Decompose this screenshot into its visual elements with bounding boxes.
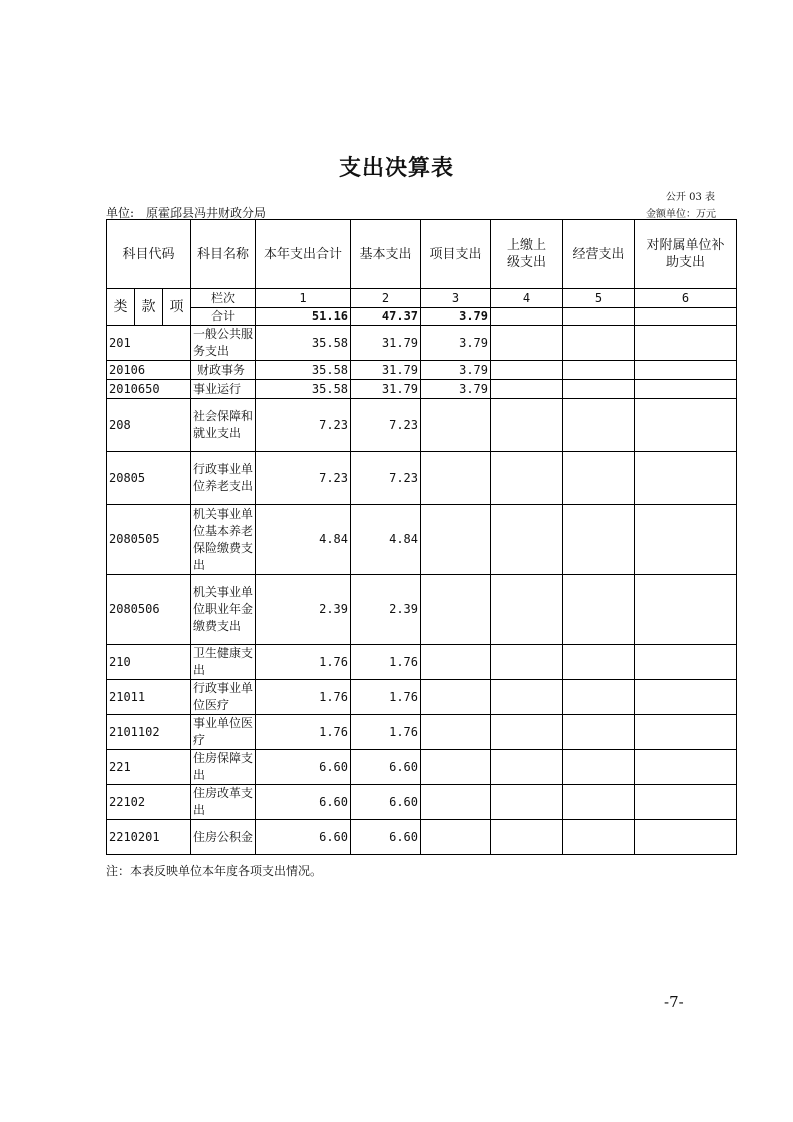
amount-project: 3.79 <box>421 326 491 361</box>
amount-remit <box>491 326 563 361</box>
amount-remit <box>491 380 563 399</box>
amount-subsidy <box>635 452 737 505</box>
amount-remit <box>491 785 563 820</box>
amount-basic: 31.79 <box>351 361 421 380</box>
header-total: 本年支出合计 <box>256 220 351 289</box>
amount-operating <box>563 326 635 361</box>
total-operating <box>563 308 635 326</box>
table-row <box>107 505 737 575</box>
amount-subsidy <box>635 575 737 645</box>
amount-basic: 1.76 <box>351 715 421 750</box>
col-number-5: 5 <box>563 289 635 308</box>
subject-code: 21011 <box>107 680 191 715</box>
col-number-2: 2 <box>351 289 421 308</box>
amount-project <box>421 399 491 452</box>
header-basic: 基本支出 <box>351 220 421 289</box>
amount-operating <box>563 575 635 645</box>
amount-total: 6.60 <box>256 785 351 820</box>
table-row <box>107 575 737 645</box>
amount-project <box>421 645 491 680</box>
unit-name: 原霍邱县冯井财政分局 <box>146 206 267 220</box>
table-row <box>107 785 737 820</box>
subject-name: 社会保障和就业支出 <box>191 399 256 452</box>
amount-remit <box>491 645 563 680</box>
page-title: 支出决算表 <box>338 156 454 181</box>
amount-total: 6.60 <box>256 820 351 855</box>
amount-project <box>421 750 491 785</box>
subject-code: 20106 <box>107 361 191 380</box>
form-number: 公开 03 表 <box>665 192 715 203</box>
header-operating: 经营支出 <box>563 220 635 289</box>
subject-name: 机关事业单位基本养老保险缴费支出 <box>191 505 256 575</box>
amount-project: 3.79 <box>421 380 491 399</box>
subject-code: 22102 <box>107 785 191 820</box>
amount-total: 35.58 <box>256 361 351 380</box>
amount-project <box>421 715 491 750</box>
subject-name: 卫生健康支出 <box>191 645 256 680</box>
amount-remit <box>491 820 563 855</box>
header-lanci: 栏次 <box>191 289 256 308</box>
table-row <box>107 380 737 399</box>
table-row <box>107 361 737 380</box>
amount-project <box>421 575 491 645</box>
total-remit <box>491 308 563 326</box>
subject-code: 2010650 <box>107 380 191 399</box>
col-number-6: 6 <box>635 289 737 308</box>
amount-basic: 6.60 <box>351 785 421 820</box>
amount-project: 3.79 <box>421 361 491 380</box>
amount-operating <box>563 380 635 399</box>
header-code: 科目代码 <box>107 220 191 289</box>
amount-subsidy <box>635 785 737 820</box>
amount-basic: 1.76 <box>351 645 421 680</box>
table-row <box>107 645 737 680</box>
amount-total: 2.39 <box>256 575 351 645</box>
amount-remit <box>491 680 563 715</box>
amount-subsidy <box>635 505 737 575</box>
amount-total: 7.23 <box>256 452 351 505</box>
header-subsidy-text: 对附属单位补助支出 <box>646 238 725 270</box>
amount-total: 4.84 <box>256 505 351 575</box>
subject-name: 事业单位医疗 <box>191 715 256 750</box>
amount-subsidy <box>635 645 737 680</box>
amount-operating <box>563 785 635 820</box>
amount-subsidy <box>635 380 737 399</box>
subject-name: 住房公积金 <box>191 820 256 855</box>
table-row <box>107 326 737 361</box>
table-row <box>107 750 737 785</box>
amount-remit <box>491 361 563 380</box>
amount-basic: 7.23 <box>351 452 421 505</box>
amount-subsidy <box>635 399 737 452</box>
amount-operating <box>563 361 635 380</box>
amount-unit: 金额单位：万元 <box>646 209 716 220</box>
amount-operating <box>563 820 635 855</box>
amount-basic: 7.23 <box>351 399 421 452</box>
amount-remit <box>491 452 563 505</box>
expenditure-table <box>106 219 737 855</box>
subject-code: 221 <box>107 750 191 785</box>
header-subsidy <box>635 220 737 289</box>
subject-code: 2080506 <box>107 575 191 645</box>
amount-total: 6.60 <box>256 750 351 785</box>
amount-remit <box>491 399 563 452</box>
amount-remit <box>491 505 563 575</box>
subject-name: 住房保障支出 <box>191 750 256 785</box>
amount-total: 35.58 <box>256 326 351 361</box>
header-name: 科目名称 <box>191 220 256 289</box>
col-number-3: 3 <box>421 289 491 308</box>
amount-subsidy <box>635 750 737 785</box>
subject-name: 事业运行 <box>191 380 256 399</box>
subject-code: 20805 <box>107 452 191 505</box>
subject-code: 2101102 <box>107 715 191 750</box>
table-row <box>107 820 737 855</box>
unit-row <box>106 204 716 220</box>
amount-operating <box>563 715 635 750</box>
total-project: 3.79 <box>421 308 491 326</box>
amount-basic: 31.79 <box>351 380 421 399</box>
amount-basic: 6.60 <box>351 750 421 785</box>
subject-code: 208 <box>107 399 191 452</box>
total-basic: 47.37 <box>351 308 421 326</box>
subject-code: 2210201 <box>107 820 191 855</box>
amount-total: 35.58 <box>256 380 351 399</box>
subject-name: 一般公共服务支出 <box>191 326 256 361</box>
amount-remit <box>491 750 563 785</box>
subject-name: 行政事业单位医疗 <box>191 680 256 715</box>
amount-subsidy <box>635 361 737 380</box>
table-row <box>107 680 737 715</box>
amount-operating <box>563 645 635 680</box>
amount-subsidy <box>635 680 737 715</box>
col-number-4: 4 <box>491 289 563 308</box>
amount-project <box>421 785 491 820</box>
amount-basic: 31.79 <box>351 326 421 361</box>
header-row <box>107 220 737 289</box>
total-label: 合计 <box>191 308 256 326</box>
total-row <box>107 308 737 326</box>
subject-code: 2080505 <box>107 505 191 575</box>
subject-name: 行政事业单位养老支出 <box>191 452 256 505</box>
subject-name: 住房改革支出 <box>191 785 256 820</box>
header-lei: 类 <box>107 289 135 326</box>
amount-operating <box>563 399 635 452</box>
amount-total: 1.76 <box>256 680 351 715</box>
amount-project <box>421 452 491 505</box>
amount-remit <box>491 575 563 645</box>
subject-name: 机关事业单位职业年金缴费支出 <box>191 575 256 645</box>
amount-operating <box>563 505 635 575</box>
page-number: -7- <box>664 993 684 1011</box>
header-remit-text: 上缴上级支出 <box>507 238 547 270</box>
total-amount: 51.16 <box>256 308 351 326</box>
amount-basic: 6.60 <box>351 820 421 855</box>
amount-basic: 4.84 <box>351 505 421 575</box>
header-remit <box>491 220 563 289</box>
amount-total: 1.76 <box>256 715 351 750</box>
amount-project <box>421 505 491 575</box>
amount-basic: 1.76 <box>351 680 421 715</box>
col-number-1: 1 <box>256 289 351 308</box>
table-row <box>107 452 737 505</box>
amount-subsidy <box>635 715 737 750</box>
footnote: 注：本表反映单位本年度各项支出情况。 <box>106 864 323 878</box>
amount-total: 7.23 <box>256 399 351 452</box>
amount-basic: 2.39 <box>351 575 421 645</box>
subject-name: 财政事务 <box>191 361 256 380</box>
column-number-row <box>107 289 737 308</box>
amount-operating <box>563 680 635 715</box>
amount-total: 1.76 <box>256 645 351 680</box>
amount-subsidy <box>635 820 737 855</box>
table-row <box>107 715 737 750</box>
header-kuan: 款 <box>135 289 163 326</box>
amount-remit <box>491 715 563 750</box>
unit-label: 单位: <box>106 206 135 220</box>
amount-subsidy <box>635 326 737 361</box>
header-xiang: 项 <box>163 289 191 326</box>
header-project: 项目支出 <box>421 220 491 289</box>
subject-code: 210 <box>107 645 191 680</box>
amount-operating <box>563 452 635 505</box>
amount-project <box>421 820 491 855</box>
amount-project <box>421 680 491 715</box>
total-subsidy <box>635 308 737 326</box>
subject-code: 201 <box>107 326 191 361</box>
table-row <box>107 399 737 452</box>
amount-operating <box>563 750 635 785</box>
